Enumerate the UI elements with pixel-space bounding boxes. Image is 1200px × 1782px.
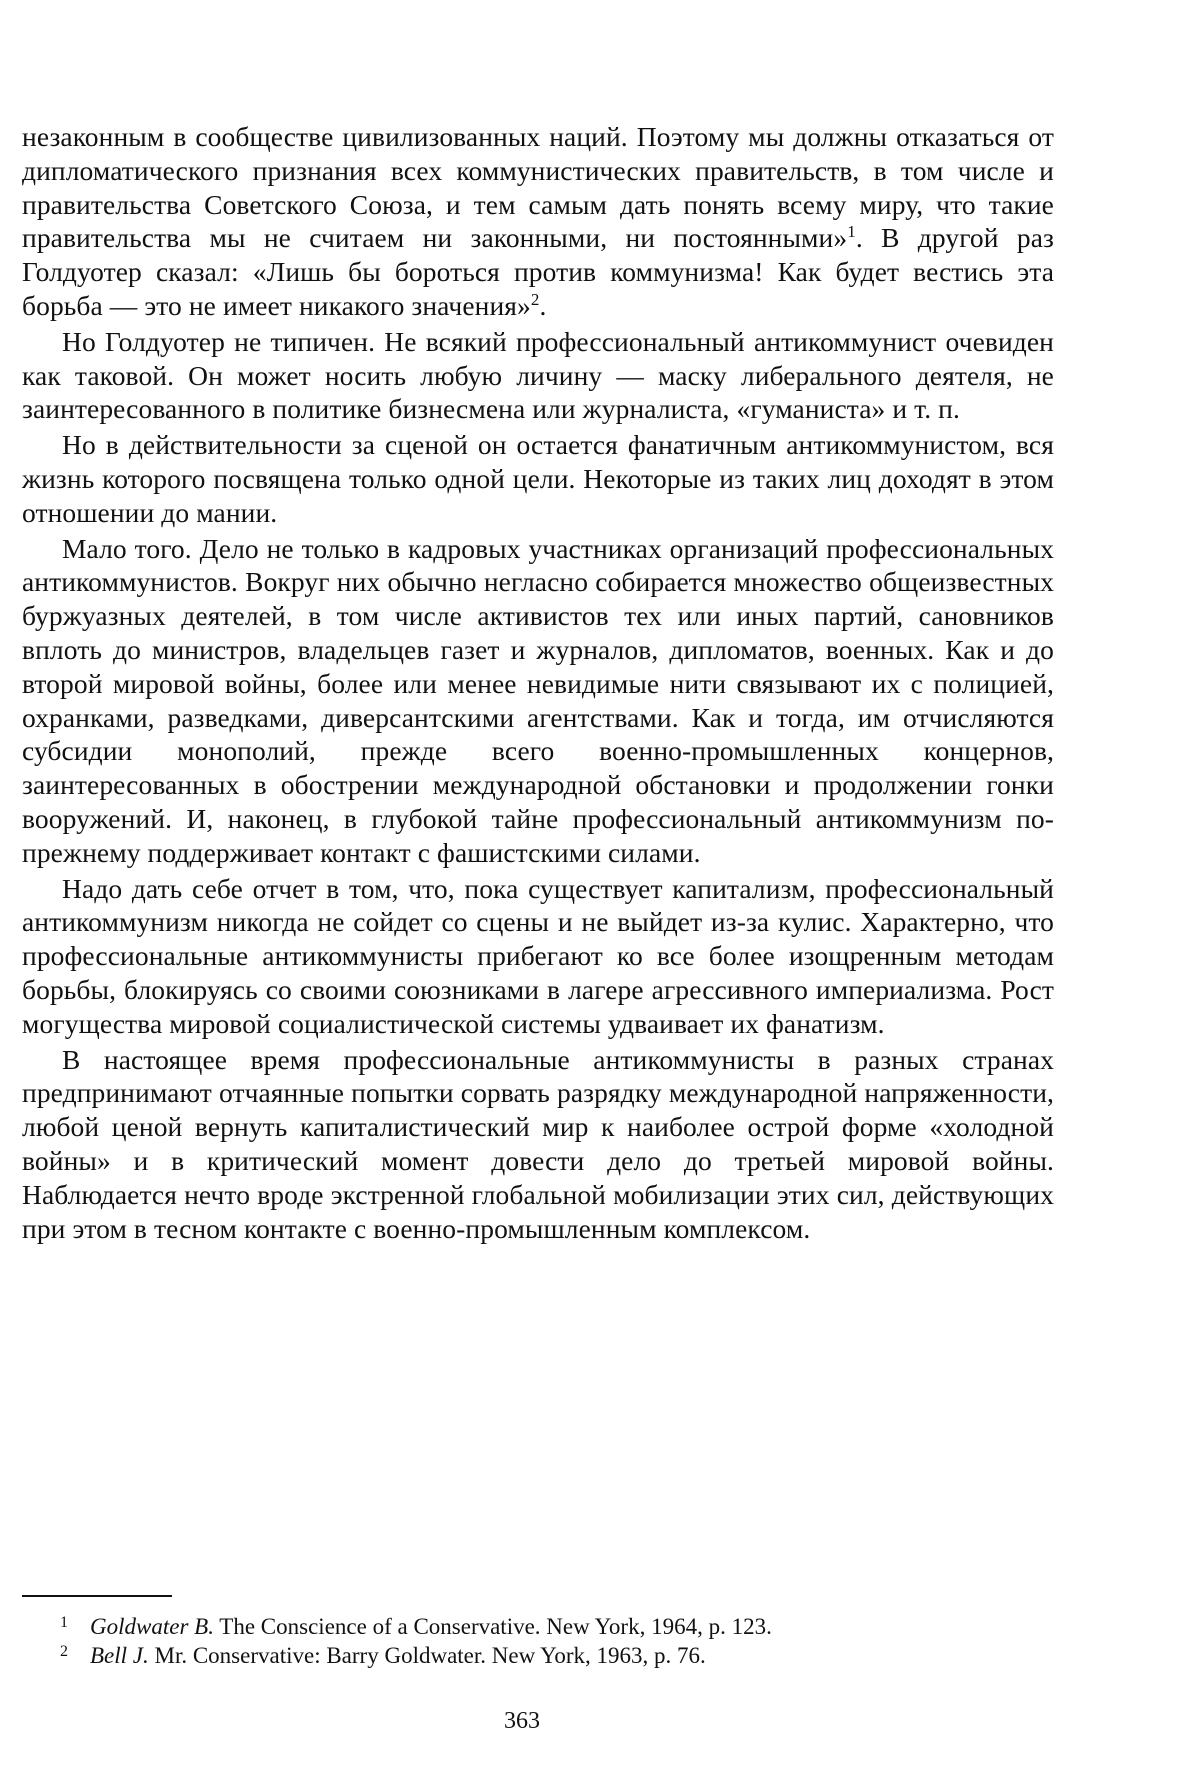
paragraph-5: Надо дать себе отчет в том, что, пока существует капитализм, профессиональный антикоммунизм никогда не сойдет со сцены и не выйдет из-за кулис. Характерно, что профессиональные антикоммунисты прибегают ко все более изощренным методам борьбы, блокируясь со своими союзниками в лагере агрессивного империализма. Рост могущества мировой социалистической системы удваивает их фанатизм. <box>22 872 1054 1041</box>
footnote-1-number: 1 <box>60 1608 68 1637</box>
footnote-2-number: 2 <box>60 1637 68 1666</box>
footnote-2 <box>60 1641 1060 1670</box>
paragraph-1-text-c: . <box>539 290 546 321</box>
footnote-2-author: Bell J. <box>90 1643 149 1668</box>
paragraph-2: Но Голдуотер не типичен. Не всякий профессиональный антикоммунист очевиден как таковой. Он может носить любую личину — маску либерального деятеля, не заинтересованного в политике бизнесмена или журналиста, «гуманиста» и т. п. <box>22 325 1054 426</box>
footnote-divider <box>22 1595 172 1597</box>
main-text <box>22 120 1054 1245</box>
footnotes <box>60 1612 1060 1670</box>
paragraph-3: Но в действительности за сценой он остается фанатичным антикоммунистом, вся жизнь которого посвящена только одной цели. Некоторые из таких лиц доходят в этом отношении до мании. <box>22 428 1054 529</box>
page-number: 363 <box>0 1706 1044 1736</box>
paragraph-6: В настоящее время профессиональные антикоммунисты в разных странах предпринимают отчаянные попытки сорвать разрядку международной напряженности, любой ценой вернуть капиталистический мир к наиболее острой форме «холодной войны» и в критический момент довести дело до третьей мировой войны. Наблюдается нечто вроде экстренной глобальной мобилизации этих сил, действующих при этом в тесном контакте с военно-промышленным комплексом. <box>22 1043 1054 1246</box>
paragraph-1-text-a: незаконным в сообществе цивилизованных наций. Поэтому мы должны отказаться от дипломатического признания всех коммунистических правительств, в том числе и правительства Советского Союза, и тем самым дать понять всему миру, что такие правительства мы не считаем ни законными, ни постоянными» <box>22 121 1054 253</box>
paragraph-4: Мало того. Дело не только в кадровых участниках организаций профессиональных антикоммунистов. Вокруг них обычно негласно собирается множество общеизвестных буржуазных деятелей, в том числе активистов тех или иных партий, сановников вплоть до министров, владельцев газет и журналов, дипломатов, военных. Как и до второй мировой войны, более или менее невидимые нити связывают их с полицией, охранками, разведками, диверсантскими агентствами. Как и тогда, им отчисляются субсидии монополий, прежде всего военно-промышленных концернов, заинтересованных в обострении международной обстановки и продолжении гонки вооружений. И, наконец, в глубокой тайне профессиональный антикоммунизм по-прежнему поддерживает контакт с фашистскими силами. <box>22 532 1054 870</box>
footnote-1 <box>60 1612 1060 1641</box>
footnote-2-text: Mr. Conservative: Barry Goldwater. New York, 1963, p. 76. <box>155 1643 706 1668</box>
footnote-1-text: The Conscience of a Conservative. New York, 1964, p. 123. <box>219 1614 772 1639</box>
book-page <box>0 0 1200 1782</box>
footnote-1-author: Goldwater B. <box>90 1614 214 1639</box>
paragraph-1 <box>22 120 1054 323</box>
paragraph-1-text-b: . В другой раз Голдуотер сказал: «Лишь бы бороться против коммунизма! Как будет вестись эта борьба — это не имеет никакого значения» <box>22 222 1054 321</box>
footnote-ref-2: 2 <box>531 290 540 309</box>
footnote-ref-1: 1 <box>847 222 856 241</box>
